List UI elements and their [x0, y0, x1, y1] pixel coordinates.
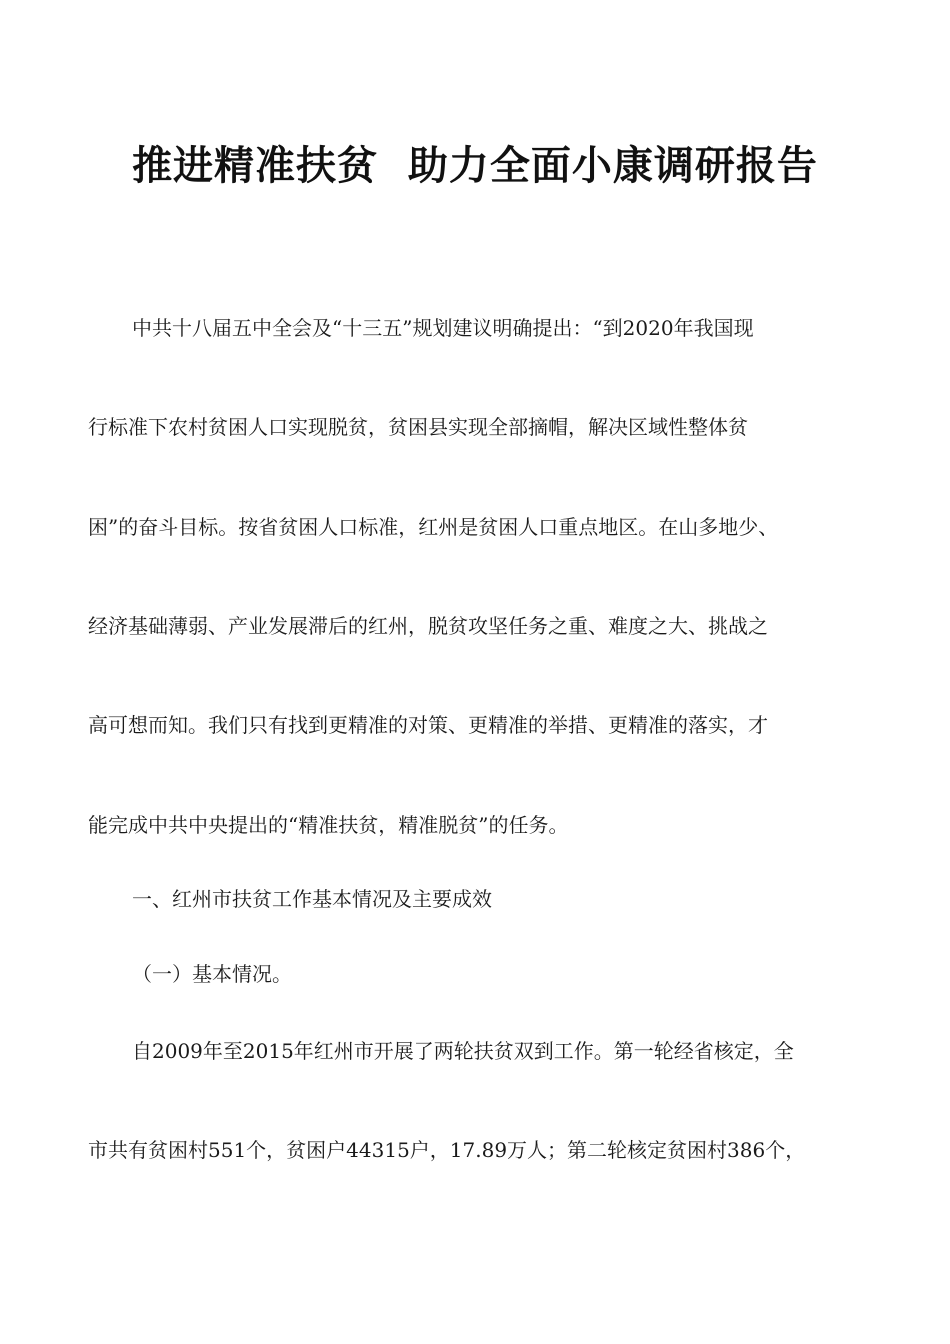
paragraph-line: 经济基础薄弱、产业发展滞后的红州，脱贫攻坚任务之重、难度之大、挑战之: [88, 614, 768, 638]
paragraph-line: 自2009年至2015年红州市开展了两轮扶贫双到工作。第一轮经省核定，全: [132, 1039, 794, 1063]
paragraph-line: 行标准下农村贫困人口实现脱贫，贫困县实现全部摘帽，解决区域性整体贫: [88, 415, 748, 439]
paragraph-line: 市共有贫困村551个，贫困户44315户，17.89万人；第二轮核定贫困村386个，: [88, 1138, 806, 1162]
section-heading: 一、红州市扶贫工作基本情况及主要成效: [132, 887, 492, 911]
subsection-heading: （一）基本情况。: [132, 962, 292, 986]
paragraph-line: 中共十八届五中全会及“十三五”规划建议明确提出：“到2020年我国现: [132, 316, 754, 340]
paragraph-line: 能完成中共中央提出的“精准扶贫，精准脱贫”的任务。: [88, 813, 569, 837]
paragraph-line: 困”的奋斗目标。按省贫困人口标准，红州是贫困人口重点地区。在山多地少、: [88, 515, 779, 539]
document-title: 推进精准扶贫 助力全面小康调研报告: [132, 143, 818, 189]
paragraph-line: 高可想而知。我们只有找到更精准的对策、更精准的举措、更精准的落实，才: [88, 713, 768, 737]
